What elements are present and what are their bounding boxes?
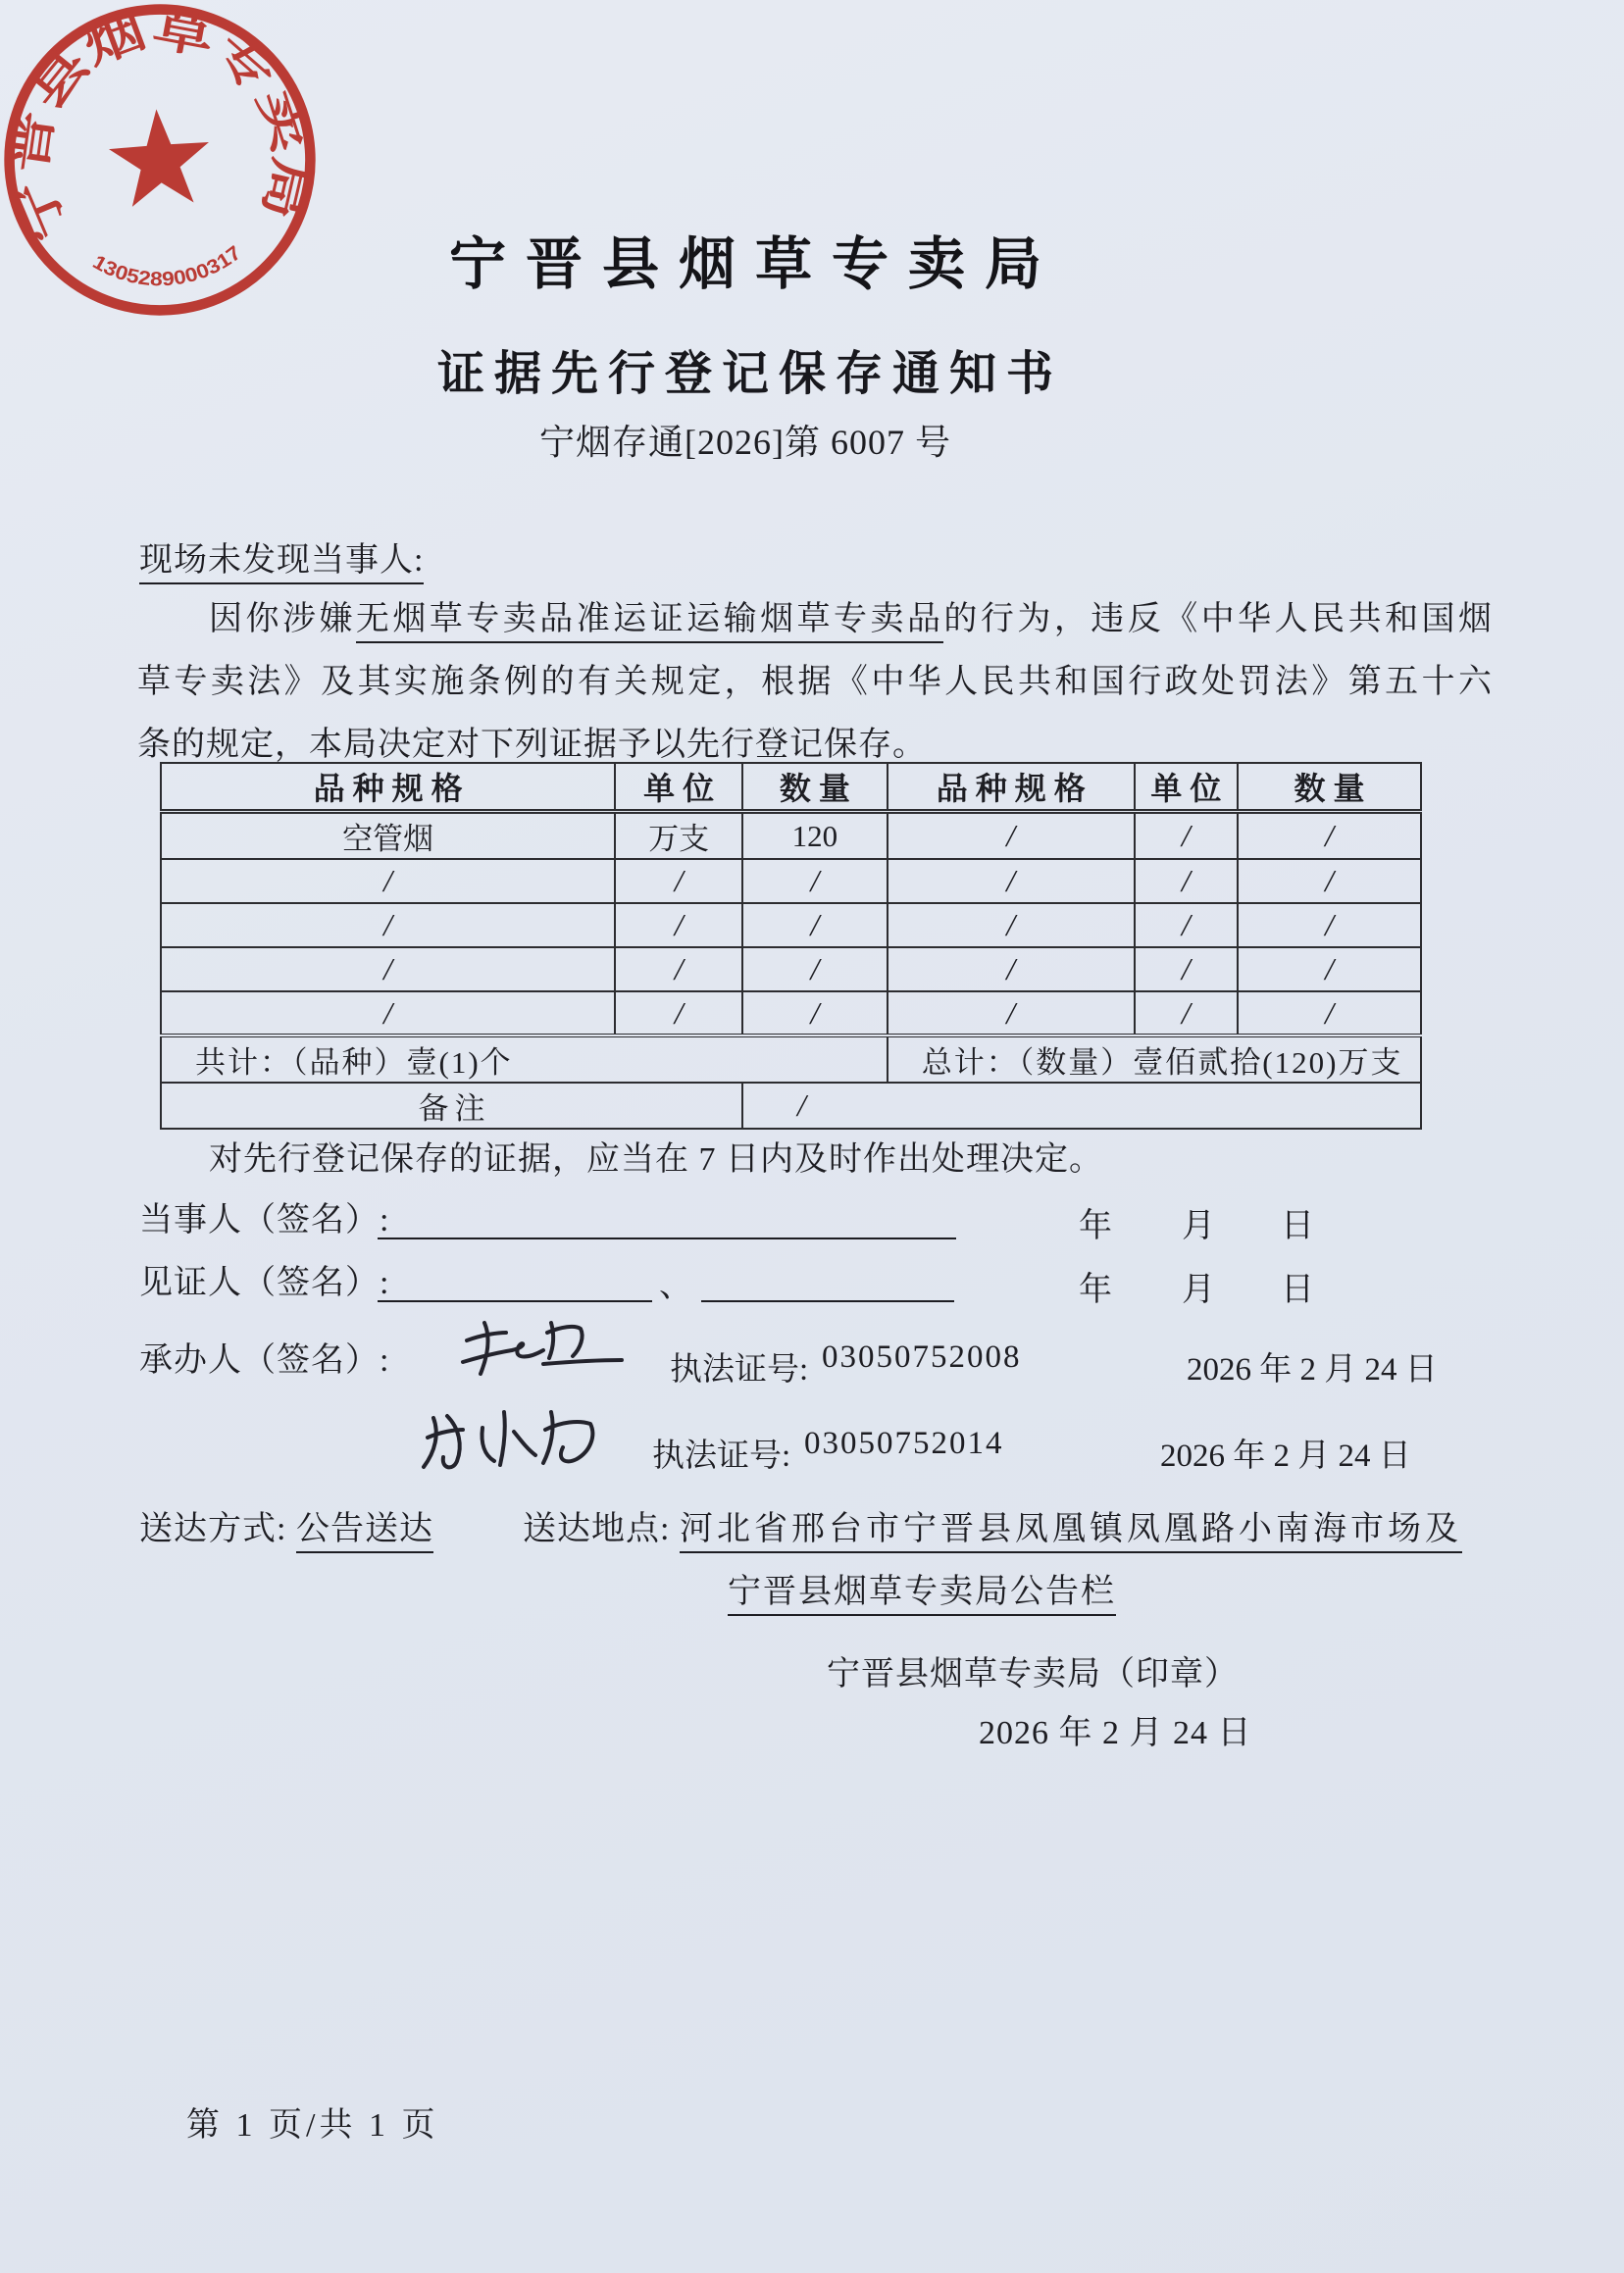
delivery-place-value-line1: 河北省邢台市宁晋县凤凰镇凤凰路小南海市场及: [680, 1511, 1462, 1553]
org-title: 宁晋县烟草专卖局: [448, 232, 1061, 296]
evidence-table: [160, 762, 1422, 1130]
cell-species: /: [888, 903, 1135, 947]
party-signature-label: 当事人（签名）:: [139, 1202, 390, 1238]
cell-species: /: [888, 991, 1135, 1035]
party-signature-blank: [378, 1204, 956, 1239]
total-quantity: 总计：（数量）壹佰贰拾(120)万支: [888, 1035, 1421, 1083]
official-red-seal: [0, 0, 330, 330]
table-remark-row: [161, 1083, 1421, 1129]
undertaker-signature-label: 承办人（签名）:: [139, 1342, 390, 1379]
cell-qty: 120: [742, 812, 888, 860]
cell-qty: /: [742, 991, 888, 1035]
party-date-day: 日: [1281, 1208, 1314, 1244]
cell-species: /: [888, 947, 1135, 991]
seal-star-icon: [106, 106, 213, 209]
cert-number-value-2: 03050752014: [804, 1426, 1004, 1461]
cell-species: /: [161, 903, 615, 947]
cell-unit: /: [615, 859, 742, 903]
paragraph-line-3: 条的规定，本局决定对下列证据予以先行登记保存。: [137, 727, 927, 763]
paragraph-line-2: 草专卖法》及其实施条例的有关规定，根据《中华人民共和国行政处罚法》第五十六: [137, 664, 1493, 700]
cell-species: /: [161, 859, 615, 903]
cell-qty: /: [742, 859, 888, 903]
seal-code-text: 1305289000317: [88, 242, 245, 291]
cert-number-value-1: 03050752008: [822, 1339, 1022, 1375]
cell-species: 空管烟: [161, 812, 615, 860]
header-unit-1: 单位: [615, 763, 742, 812]
doc-title: 证据先行登记保存通知书: [436, 348, 1063, 400]
header-unit-2: 单位: [1135, 763, 1238, 812]
delivery-place-row: [523, 1510, 1462, 1550]
cell-species: /: [161, 991, 615, 1035]
witness-date-month: 月: [1182, 1272, 1215, 1308]
salutation: [139, 541, 424, 581]
party-date-year: 年: [1079, 1208, 1112, 1244]
cell-qty: /: [1238, 812, 1421, 860]
witness-signature-label: 见证人（签名）:: [139, 1265, 390, 1301]
table-row: [161, 903, 1421, 947]
table-row: [161, 859, 1421, 903]
cell-qty: /: [742, 947, 888, 991]
cell-unit: /: [1135, 947, 1238, 991]
total-species: 共计：（品种）壹(1)个: [161, 1035, 888, 1083]
issuer-line: 宁晋县烟草专卖局（印章）: [827, 1656, 1239, 1692]
cell-species: /: [161, 947, 615, 991]
delivery-place-line2: [728, 1573, 1116, 1613]
witness-separator: 、: [659, 1268, 693, 1304]
cell-qty: /: [742, 903, 888, 947]
cell-unit: /: [615, 991, 742, 1035]
cell-qty: /: [1238, 859, 1421, 903]
cell-unit: /: [615, 947, 742, 991]
witness-date-year: 年: [1079, 1272, 1112, 1308]
handwritten-signature-1: [453, 1309, 634, 1392]
witness-signature-blank-2: [701, 1267, 954, 1302]
table-row: [161, 947, 1421, 991]
party-date-month: 月: [1182, 1208, 1215, 1244]
cell-qty: /: [1238, 903, 1421, 947]
header-qty-1: 数量: [742, 763, 888, 812]
doc-number: 宁烟存通[2026]第 6007 号: [539, 423, 951, 462]
table-row: [161, 812, 1421, 860]
undertaker-date-2: 2026 年 2 月 24 日: [1160, 1439, 1411, 1474]
cell-unit: 万支: [615, 812, 742, 860]
issue-date: 2026 年 2 月 24 日: [979, 1715, 1252, 1751]
remark-label: 备注: [161, 1083, 742, 1129]
para-underlined-violation: 无烟草专卖品准运证运输烟草专卖品: [356, 601, 944, 643]
witness-date-day: 日: [1281, 1272, 1314, 1308]
table-row: [161, 991, 1421, 1035]
table-total-row: [161, 1035, 1421, 1083]
delivery-method-label: 送达方式:: [139, 1511, 287, 1547]
cert-number-label-1: 执法证号:: [670, 1352, 809, 1388]
cell-qty: /: [1238, 947, 1421, 991]
cert-number-label-2: 执法证号:: [652, 1439, 791, 1474]
header-species-2: 品种规格: [888, 763, 1135, 812]
cell-unit: /: [615, 903, 742, 947]
table-header-row: [161, 763, 1421, 812]
witness-signature-blank-1: [378, 1267, 652, 1302]
svg-text:1305289000317: [87, 241, 247, 295]
salutation-text: 现场未发现当事人:: [139, 542, 424, 584]
handwritten-signature-2: [412, 1400, 608, 1484]
delivery-place-label: 送达地点:: [523, 1511, 671, 1547]
header-qty-2: 数量: [1238, 763, 1421, 812]
cell-unit: /: [1135, 991, 1238, 1035]
delivery-method-row: [139, 1510, 433, 1550]
para-prefix: 因你涉嫌: [209, 601, 356, 637]
cell-unit: /: [1135, 812, 1238, 860]
page-footer: 第 1 页/共 1 页: [186, 2107, 439, 2144]
header-species-1: 品种规格: [161, 763, 615, 812]
undertaker-date-1: 2026 年 2 月 24 日: [1187, 1352, 1438, 1388]
cell-species: /: [888, 859, 1135, 903]
paragraph-line-1: [209, 600, 1493, 640]
handling-notice: 对先行登记保存的证据，应当在 7 日内及时作出处理决定。: [209, 1141, 1103, 1178]
cell-species: /: [888, 812, 1135, 860]
seal-arc-text: 宁晋县烟草专卖局: [0, 0, 320, 249]
delivery-method-value: 公告送达: [296, 1511, 433, 1553]
remark-value: /: [742, 1083, 1421, 1129]
delivery-place-value-line2: 宁晋县烟草专卖局公告栏: [728, 1574, 1116, 1616]
cell-unit: /: [1135, 859, 1238, 903]
cell-unit: /: [1135, 903, 1238, 947]
cell-qty: /: [1238, 991, 1421, 1035]
para-line1-rest: 的行为，违反《中华人民共和国烟: [943, 601, 1494, 637]
